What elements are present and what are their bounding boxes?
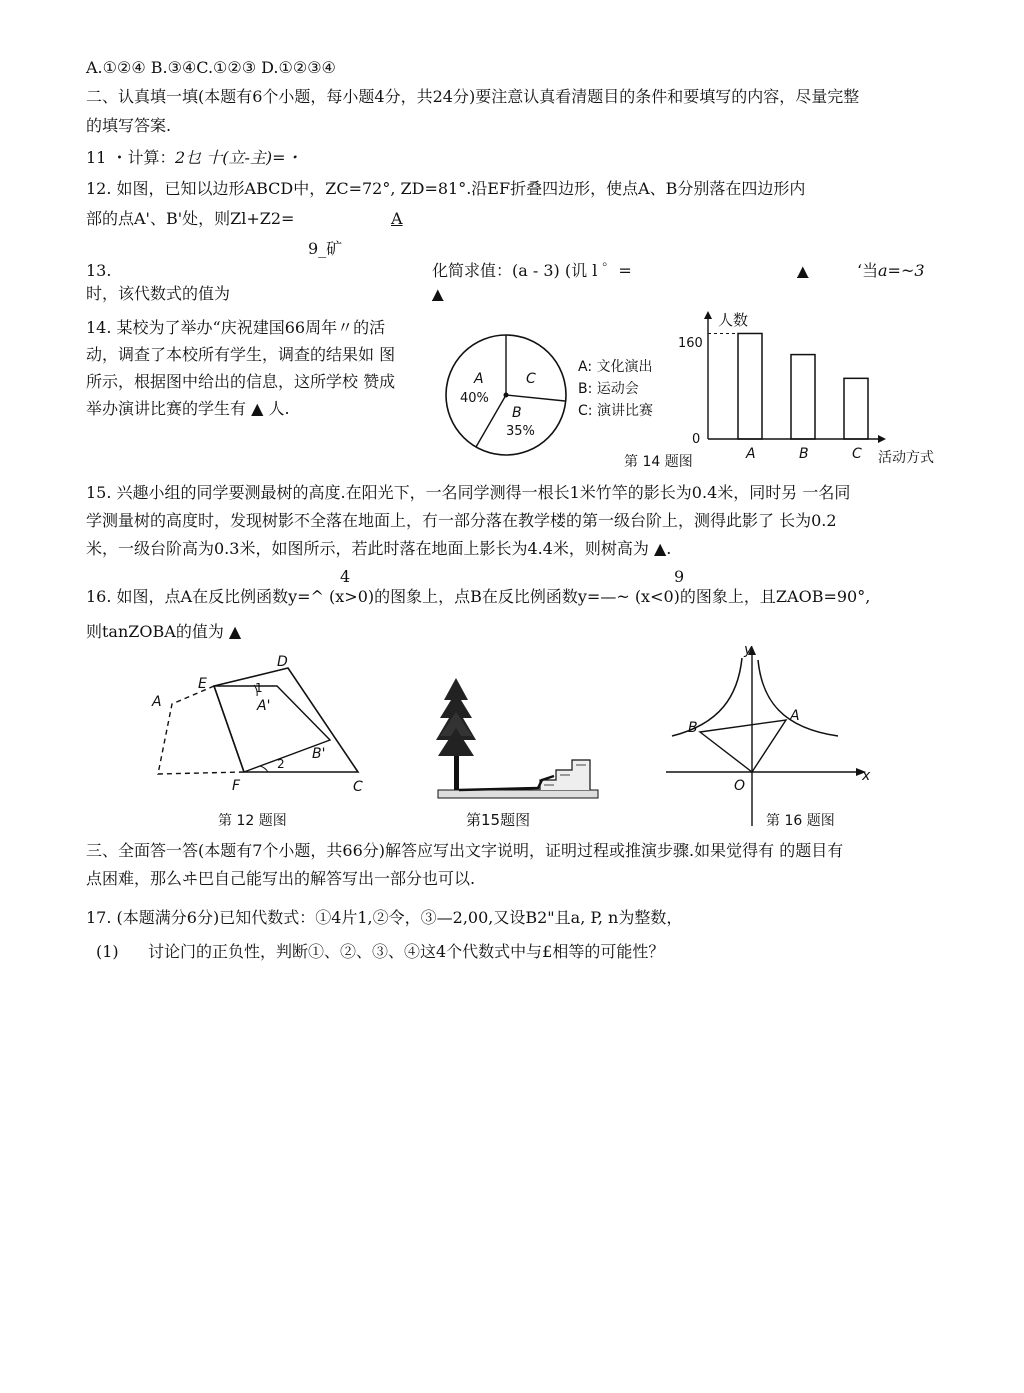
pie-label-a: A xyxy=(474,371,484,387)
q13-value: a=~3 xyxy=(878,261,925,280)
fig12-caption: 第 12 题图 xyxy=(218,813,287,829)
q14-line4: 举办演讲比赛的学生有 ▲ 人. xyxy=(86,399,290,418)
pie-label-b: B xyxy=(512,405,522,421)
pie-pct-a: 40% xyxy=(460,391,489,406)
q12-line2: 部的点A'、B'处，则Zl+Z2= xyxy=(86,209,295,228)
y-axis-label: 人数 xyxy=(718,311,749,329)
bar-chart xyxy=(678,311,934,466)
q13-line2: 时，该代数式的值为 xyxy=(86,284,231,303)
q14-line2: 动，调查了本校所有学生，调查的结果如 图 xyxy=(86,345,396,364)
legend-b: B: 运动会 xyxy=(578,381,639,397)
legend-a: A: 文化演出 xyxy=(578,359,653,375)
figure-16 xyxy=(662,640,882,835)
q17-part1-number: (1) xyxy=(96,942,119,961)
label-o: O xyxy=(734,778,746,794)
q13-label: 13. xyxy=(86,261,112,280)
label-a-prime: A' xyxy=(257,698,271,714)
x-axis-label: 活动方式 xyxy=(878,450,934,466)
q15-line2: 学测量树的高度时，发现树影不全落在地面上，冇一部分落在教学楼的第一级台阶上，测得此影了 长为0.2 xyxy=(86,511,837,530)
q14-line3: 所示，根据图中给出的信息，这所学校 赞成 xyxy=(86,372,396,391)
bar-a xyxy=(738,333,762,439)
label-angle-2: 2 xyxy=(277,757,285,771)
folded-original-edge xyxy=(158,686,244,774)
q12-line1: 12. 如图，已知以边形ABCD中，ZC=72°, ZD=81°.沿EF折叠四边形，使点A、B分别落在四边形内 xyxy=(86,179,806,198)
q11-expr: 2乜 十(立-主)=・ xyxy=(175,148,302,167)
x-axis-arrow xyxy=(878,435,886,443)
curve-negative-branch xyxy=(672,658,742,736)
pie-chart xyxy=(446,335,566,455)
q12-answer-mark: A xyxy=(391,209,403,228)
q13-blank-1: ▲ xyxy=(797,262,809,280)
label-b: B xyxy=(688,720,698,736)
fig14-caption: 第 14 题图 xyxy=(624,454,693,470)
pie-legend xyxy=(578,358,653,419)
q16-line2: 则tanZOBA的值为 ▲ xyxy=(86,622,242,641)
section-2-heading: 二、认真填一填(本题有6个小题，每小题4分，共24分)要注意认真看清题目的条件和要填写的内容，尽量完整 xyxy=(86,87,860,106)
q15-line1: 15. 兴趣小组的同学要测最树的高度.在阳光下，一名同学测得一根长1米竹竿的影长为0.4米，同时另 一名同 xyxy=(86,483,851,502)
figure-12 xyxy=(140,648,370,833)
y-tick-0: 0 xyxy=(692,432,701,447)
fold-line-ef xyxy=(214,686,244,772)
pie-label-c: C xyxy=(526,371,536,387)
q16-numerator-9: 9 xyxy=(674,567,685,586)
section-3-heading: 三、全面答一答(本题有7个小题，共66分)解答应写出文字说明，证明过程或推演步骤.如果觉得有 的题目有 xyxy=(86,841,844,860)
q11-label: 11 ・计算： xyxy=(86,148,176,167)
figure-15 xyxy=(430,672,600,832)
bar-c xyxy=(844,378,868,439)
fig16-caption: 第 16 题图 xyxy=(766,813,835,829)
q17-part1-text: 讨论门的正负性，判断①、②、③、④这4个代数式中与£相等的可能性？ xyxy=(148,942,665,961)
q15-line3: 米，一级台阶高为0.3米，如图所示，若此时落在地面上影长为4.4米，则树高为 ▲. xyxy=(86,539,672,558)
tree-icon xyxy=(436,678,476,792)
q13-expr: 化简求值：(a - 3) (讥 l ゜= xyxy=(432,261,632,280)
section-3-heading-cont: 点困难，那么ヰ巴自己能写出的解答写出一部分也可以. xyxy=(86,869,476,888)
triangle-aob xyxy=(700,720,786,772)
label-b-prime: B' xyxy=(312,746,326,762)
q13-when: ‘当 xyxy=(857,261,879,280)
x-tick-b: B xyxy=(799,446,809,462)
y-tick-160: 160 xyxy=(678,336,703,351)
q16-line1: 16. 如图，点A在反比例函数y=^ (x>0)的图象上，点B在反比例函数y=—~ (x<0)的图象上，且ZAOB=90°, xyxy=(86,587,871,606)
ground xyxy=(438,790,598,798)
section-2-heading-cont: 的填写答案. xyxy=(86,116,172,135)
q13-fraction-top: 9_矿 xyxy=(308,239,343,258)
q13-blank-2: ▲ xyxy=(432,285,444,303)
fig15-caption: 第15题图 xyxy=(466,811,531,829)
pie-pct-b: 35% xyxy=(506,424,535,439)
x-tick-c: C xyxy=(852,446,862,462)
label-angle-1: 1 xyxy=(255,681,263,695)
legend-c: C: 演讲比赛 xyxy=(578,403,653,419)
label-c: C xyxy=(353,779,363,795)
label-a: A xyxy=(790,708,800,724)
steps-icon xyxy=(540,760,590,790)
label-f: F xyxy=(232,778,241,794)
q16-numerator-4: 4 xyxy=(340,567,351,586)
label-d: D xyxy=(277,654,288,670)
label-x: x xyxy=(862,768,871,784)
q14-line1: 14. 某校为了举办“庆祝建国66周年〃的活 xyxy=(86,318,386,337)
options-line: A.①②④ B.③④C.①②③ D.①②③④ xyxy=(86,58,336,77)
figure-14 xyxy=(440,305,950,475)
label-a: A xyxy=(152,694,162,710)
bar-b xyxy=(791,355,815,439)
label-y: y xyxy=(744,642,753,658)
label-e: E xyxy=(198,676,207,692)
y-axis-arrow xyxy=(704,311,712,319)
curve-positive-branch xyxy=(758,660,838,736)
q17-line1: 17. (本题满分6分)已知代数式：①4片1,②令，③—2,00,又设B2"且a, P, n为整数， xyxy=(86,908,683,927)
x-tick-a: A xyxy=(746,446,756,462)
